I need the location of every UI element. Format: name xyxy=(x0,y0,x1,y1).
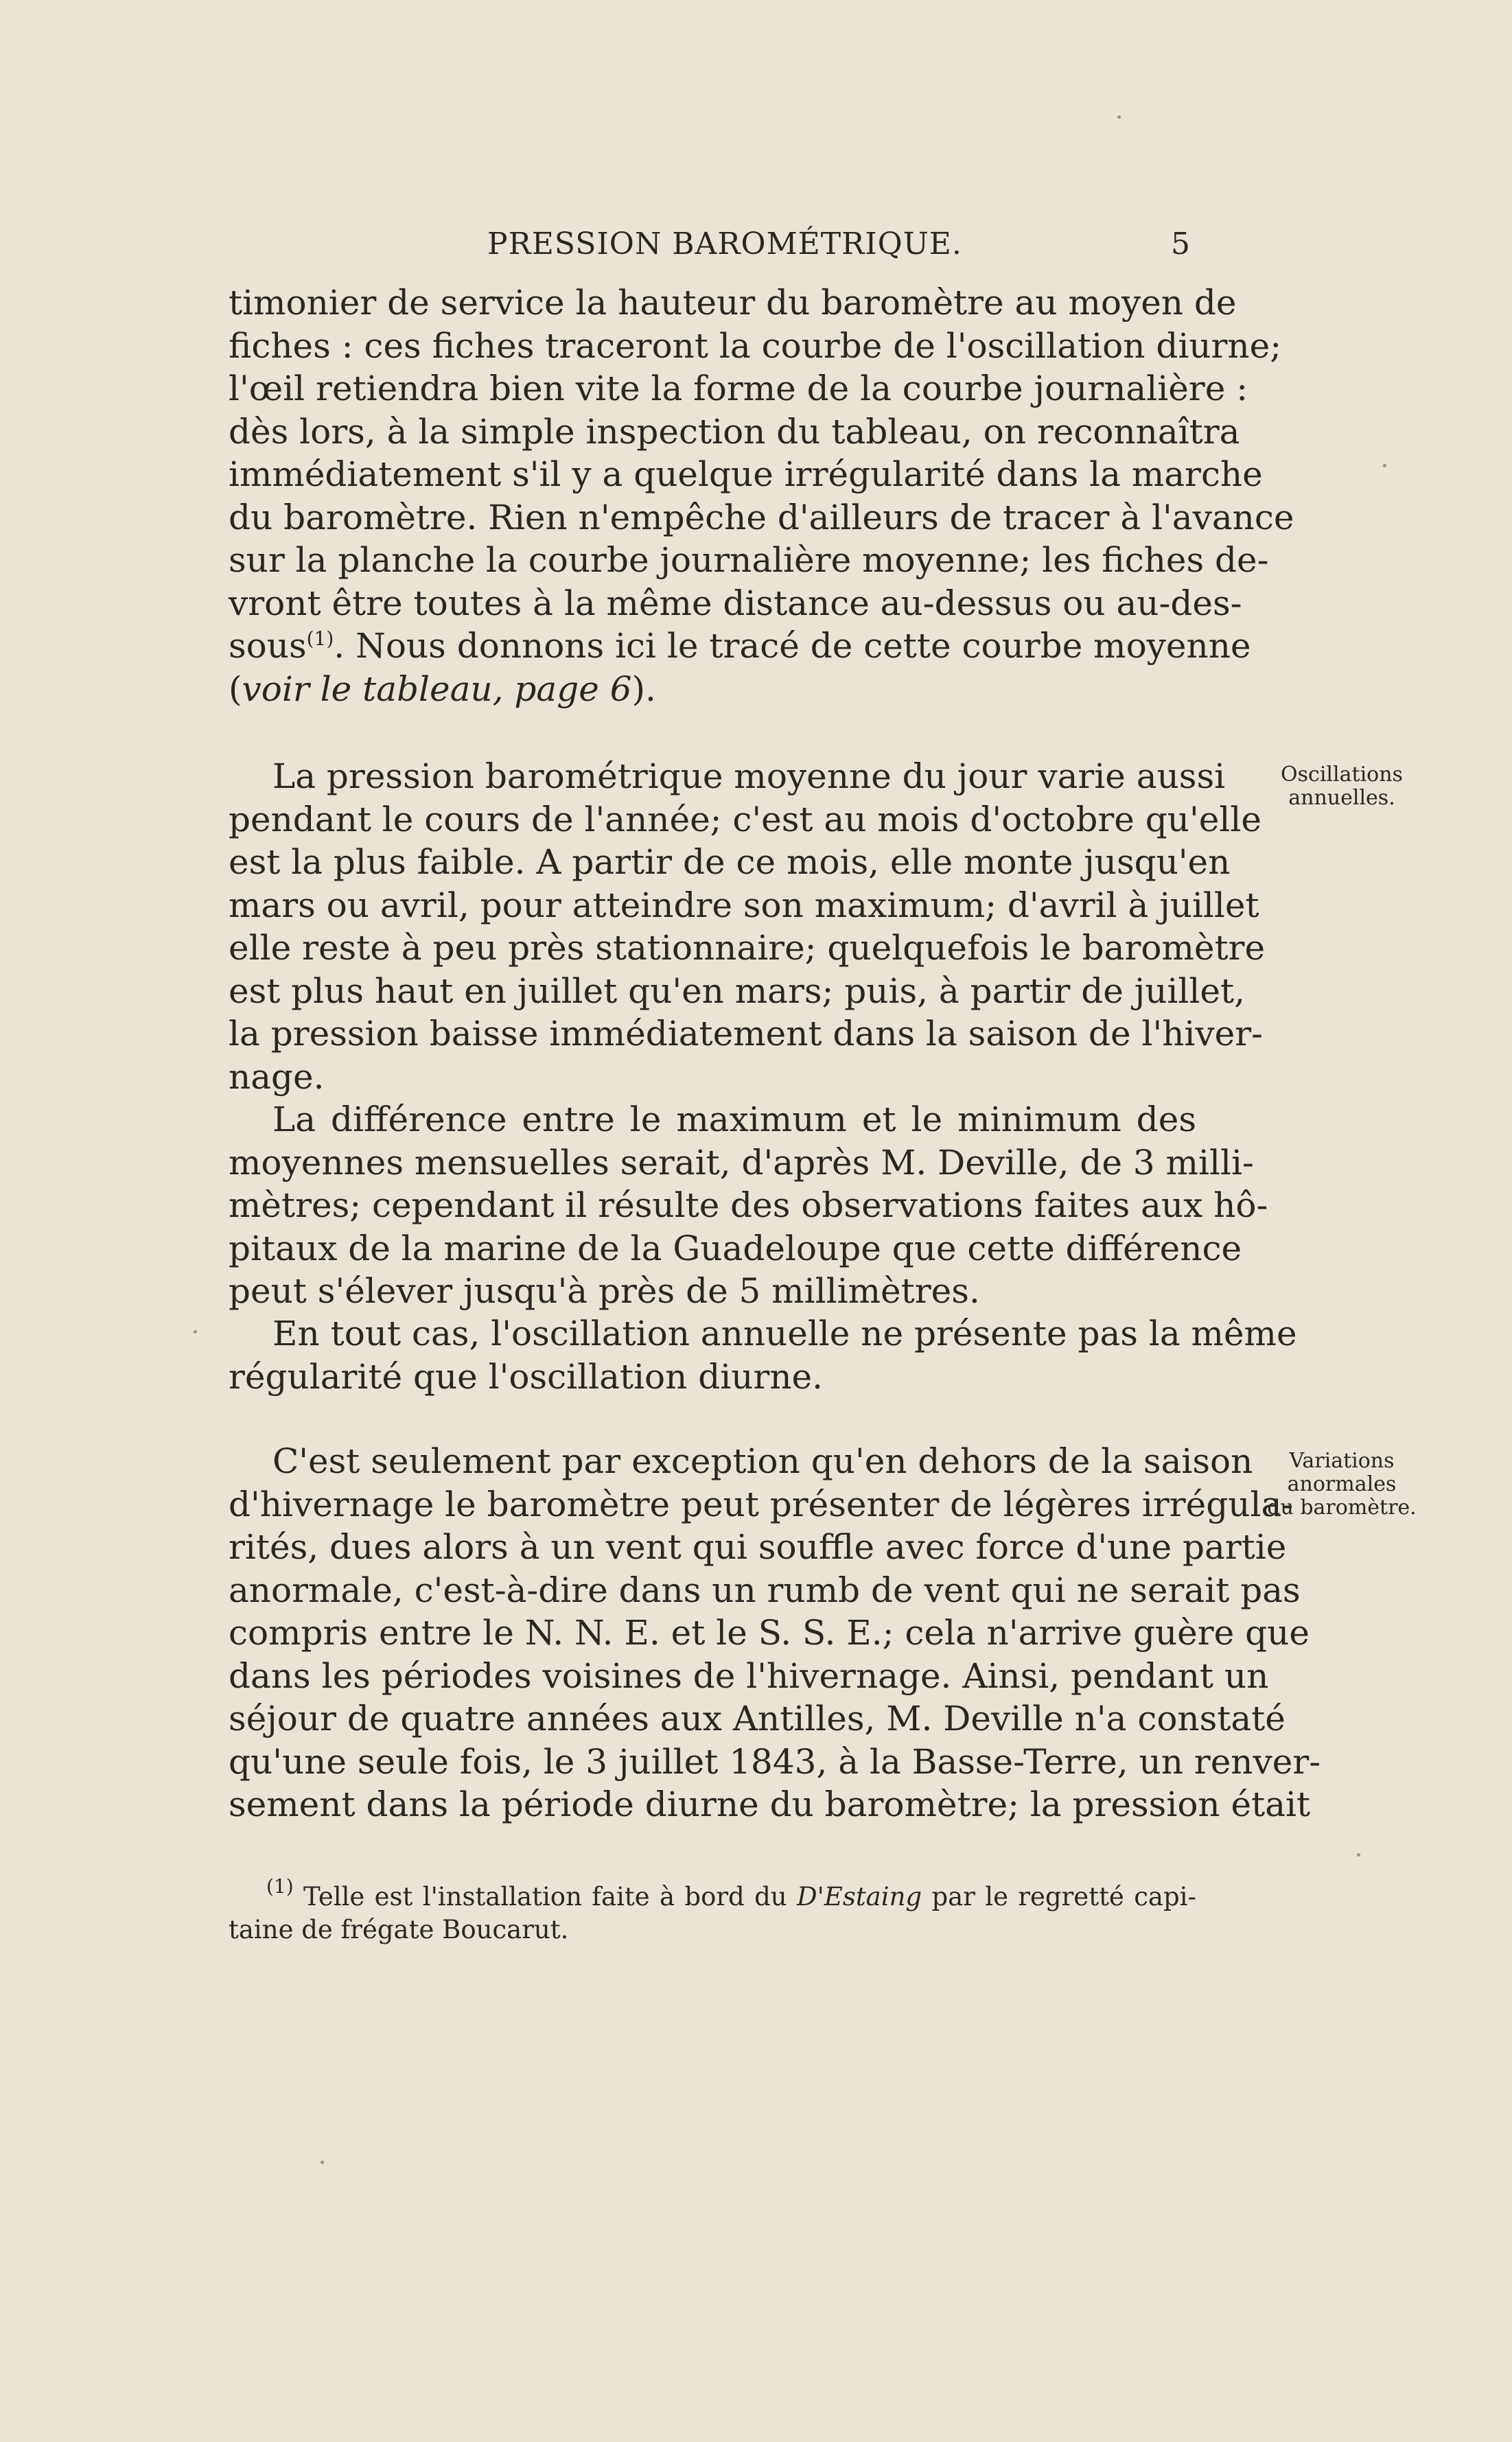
text-line: La différence entre le maximum et le minimum des xyxy=(272,1100,1196,1139)
paragraph-1 xyxy=(229,281,1294,710)
text-line: du baromètre. Rien n'empêche d'ailleurs de tracer à l'avance xyxy=(229,497,1294,537)
margin-note-line: du baromètre. xyxy=(1267,1496,1417,1520)
close-paren: ). xyxy=(631,668,656,709)
text-line: fiches : ces fiches traceront la courbe de l'oscillation diurne; xyxy=(229,325,1282,366)
paper-speck xyxy=(1383,464,1386,467)
text-line: d'hivernage le baromètre peut présenter de légères irrégula- xyxy=(229,1484,1294,1524)
text-line: vront être toutes à la même distance au-dessus ou au-des- xyxy=(229,583,1242,623)
line-start: sous xyxy=(229,626,307,666)
text-line: elle reste à peu près stationnaire; quelquefois le baromètre xyxy=(229,928,1266,968)
footnote-line xyxy=(229,1875,1196,1914)
text-line xyxy=(229,668,1196,711)
text-line: rités, dues alors à un vent qui souffle avec force d'une partie xyxy=(229,1527,1287,1567)
margin-note-line: anormales xyxy=(1287,1472,1397,1496)
text-line: dans les périodes voisines de l'hivernage. Ainsi, pendant un xyxy=(229,1655,1269,1696)
text-line: C'est seulement par exception qu'en dehors de la saison xyxy=(272,1441,1253,1481)
text-line: compris entre le N. N. E. et le S. S. E.; cela n'arrive guère que xyxy=(229,1613,1310,1653)
paragraph-2 xyxy=(229,755,1266,1098)
paragraph-4 xyxy=(229,1312,1297,1398)
footnote-text: Telle est l'installation faite à bord du xyxy=(293,1882,797,1911)
page-number: 5 xyxy=(1171,226,1190,261)
paper-speck xyxy=(1117,115,1121,119)
text-line: En tout cas, l'oscillation annuelle ne présente pas la même xyxy=(272,1314,1297,1353)
text-line xyxy=(229,625,1251,668)
text-line: séjour de quatre années aux Antilles, M. Deville n'a constaté xyxy=(229,1699,1286,1739)
paragraph-5 xyxy=(229,1440,1321,1826)
footnote-line: taine de frégate Boucarut. xyxy=(229,1915,569,1944)
margin-note-line: Oscillations xyxy=(1281,763,1403,787)
margin-note-annual-oscillations xyxy=(1249,763,1434,810)
paragraph-3 xyxy=(229,1098,1268,1313)
text-line: mètres; cependant il résulte des observations faites aux hô- xyxy=(229,1185,1268,1225)
ship-name: D'Estaing xyxy=(796,1882,922,1911)
footnote-text: par le regretté capi- xyxy=(922,1882,1196,1911)
text-line: sement dans la période diurne du baromètre; la pression était xyxy=(229,1784,1311,1824)
footnote xyxy=(229,1875,1196,1946)
text-line: anormale, c'est-à-dire dans un rumb de vent qui ne serait pas xyxy=(229,1570,1301,1610)
paper-speck xyxy=(321,2161,324,2164)
text-line: sur la planche la courbe journalière moyenne; les fiches de- xyxy=(229,540,1269,580)
text-line: La pression barométrique moyenne du jour varie aussi xyxy=(272,756,1226,796)
text-line: mars ou avril, pour atteindre son maximum; d'avril à juillet xyxy=(229,885,1259,925)
footnote-reference: (1) xyxy=(306,627,334,650)
text-line: pitaux de la marine de la Guadeloupe que cette différence xyxy=(229,1228,1242,1268)
text-line: nage. xyxy=(229,1056,325,1097)
text-line: moyennes mensuelles serait, d'après M. Deville, de 3 milli- xyxy=(229,1142,1254,1183)
paper-speck xyxy=(1357,1853,1360,1857)
text-line: timonier de service la hauteur du baromètre au moyen de xyxy=(229,283,1237,323)
margin-note-line: annuelles. xyxy=(1288,786,1395,810)
text-line: dès lors, à la simple inspection du tableau, on reconnaîtra xyxy=(229,411,1240,452)
text-line: l'œil retiendra bien vite la forme de la courbe journalière : xyxy=(229,369,1248,408)
footnote-marker: (1) xyxy=(266,1875,294,1898)
text-line: régularité que l'oscillation diurne. xyxy=(229,1356,824,1397)
text-line: immédiatement s'il y a quelque irrégularité dans la marche xyxy=(229,454,1263,494)
italic-reference: voir le tableau, page 6 xyxy=(242,668,632,709)
open-paren: ( xyxy=(229,668,242,709)
text-line: pendant le cours de l'année; c'est au mois d'octobre qu'elle xyxy=(229,799,1261,839)
text-line: est la plus faible. A partir de ce mois, elle monte jusqu'en xyxy=(229,842,1231,882)
margin-note-line: Variations xyxy=(1289,1449,1395,1473)
text-line: qu'une seule fois, le 3 juillet 1843, à la Basse-Terre, un renver- xyxy=(229,1741,1321,1782)
running-header: PRESSION BAROMÉTRIQUE. xyxy=(487,226,962,261)
line-end: . Nous donnons ici le tracé de cette courbe moyenne xyxy=(334,626,1251,666)
text-line: est plus haut en juillet qu'en mars; puis, à partir de juillet, xyxy=(229,970,1245,1011)
text-line: peut s'élever jusqu'à près de 5 millimètres. xyxy=(229,1271,980,1311)
text-line: la pression baisse immédiatement dans la saison de l'hiver- xyxy=(229,1014,1264,1054)
paper-speck xyxy=(194,1330,197,1334)
